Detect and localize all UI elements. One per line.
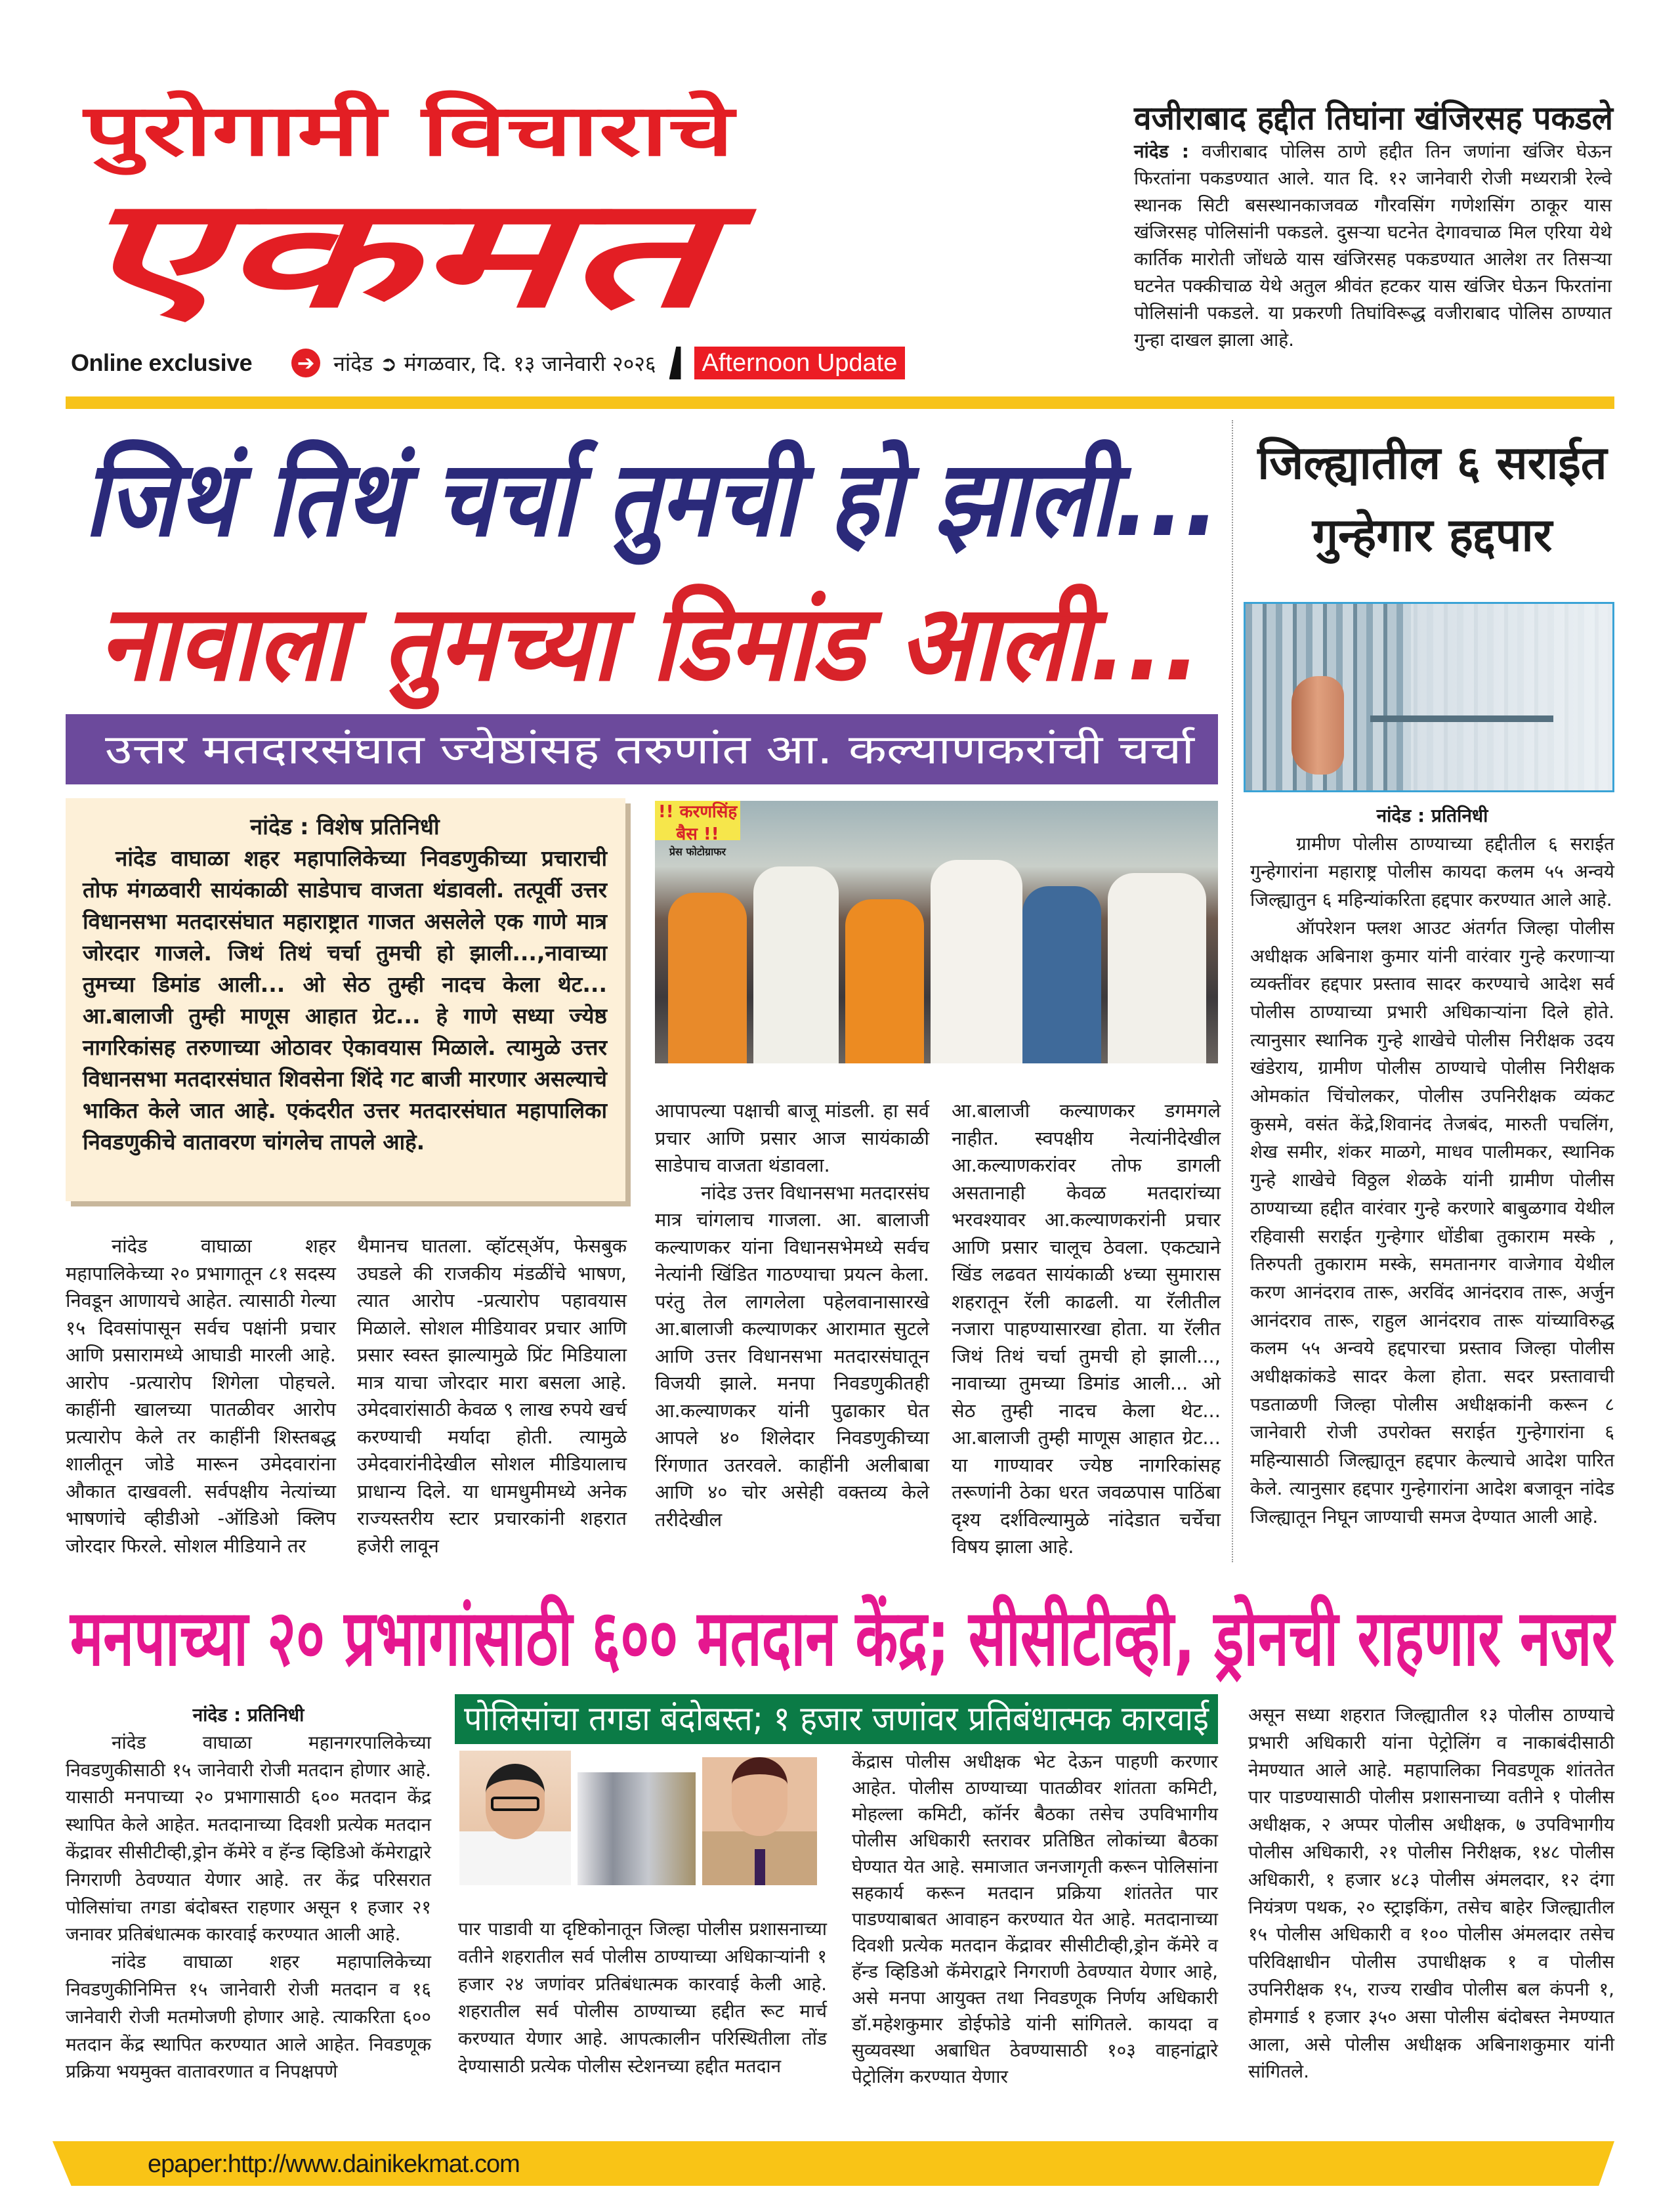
- bottom-headline: मनपाच्या २० प्रभागांसाठी ६०० मतदान केंद्र; सीसीटीव्ही, ड्रोनची राहणार नजर: [70, 1592, 1614, 1683]
- sidebar-headline: [1250, 427, 1614, 571]
- paragraph: नांदेड वाघाळा शहर महापालिकेच्या २० प्रभागातून ८१ सदस्य निवडून आणायचे आहेत. त्यासाठी गेल्या १५ दिवसांपासून सर्वच पक्षांनी प्रचार आणि प्रसारामध्ये आघाडी मारली आहे. आरोप -प्रत्यारोप शिगेला पोहचले. काहींनी खालच्या पातळीवर आरोप प्रत्यारोप केले तर काहींनी शिस्तबद्ध शालीतून जोडे मारून उमेदवारांना औकात दाखवली. सर्वपक्षीय नेत्यांच्या भाषणांचे व्हीडीओ -ऑडिओ क्लिप जोरदार फिरले. सोशल मीडियाने तर: [66, 1235, 336, 1557]
- bottom-column-3: [852, 1749, 1218, 2090]
- divider: [669, 347, 681, 379]
- bottom-column-4: [1248, 1701, 1614, 2085]
- official-portrait-2: [702, 1751, 817, 1885]
- main-column-1: [66, 1233, 336, 1560]
- official-portrait-1: [459, 1751, 571, 1885]
- bottom-subheadline: पोलिसांचा तगडा बंदोबस्त; १ हजार जणांवर प्रतिबंधात्मक कारवाई: [455, 1694, 1218, 1744]
- sidebar-headline-line2: गुन्हेगार हद्दपार: [1312, 508, 1553, 562]
- column-divider: [1232, 420, 1233, 1562]
- dateline: नांदेड ➲ मंगळवार, दि. १३ जानेवारी २०२६: [333, 351, 656, 376]
- photo-credit: [655, 801, 740, 858]
- lead-text: नांदेड वाघाळा शहर महापालिकेच्या निवडणुकीच्या प्रचाराची तोफ मंगळवारी सायंकाळी साडेपाच वाजता थंडावली. तत्पूर्वी उत्तर विधानसभा मतदारसंघात महाराष्ट्रात गाजत असलेले एक गाणे मात्र जोरदार गाजले. जिथं तिथं चर्चा तुमची हो झाली...,नावाच्या तुमच्या डिमांड आली... ओ सेठ तुम्ही नादच केला थेट... आ.बालाजी तुम्ही माणूस आहात ग्रेट... हे गाणे सध्या ज्येष्ठ नागरिकांसह तरुणाच्या ओठावर ऐकावयास मिळाले. त्यामुळे उत्तर विधानसभा मतदारसंघात शिवसेना शिंदे गट बाजी मारणार असल्याचे भाकित केले जात आहे. एकंदरीत उत्तर मतदारसंघात महापालिका निवडणुकीचे वातावरण चांगलेच तापले आहे.: [83, 845, 607, 1155]
- jail-bars-photo: [1244, 602, 1614, 792]
- sidebar-paragraph: ऑपरेशन फ्लश आउट अंतर्गत जिल्हा पोलीस अधीक्षक अबिनाश कुमार यांनी वारंवार गुन्हे करणाऱ्या व्यक्तींवर हद्दपार प्रस्ताव सादर करण्याचे आदेश सर्व पोलीस ठाण्याच्या प्रभारी अधिकाऱ्यांना दिले होते. त्यानुसार स्थानिक गुन्हे शाखेचे पोलीस निरीक्षक उदय खंडेराय, ग्रामीण पोलीस ठाण्याचे पोलीस निरीक्षक ओमकांत चिंचोलकर, पोलीस उपनिरीक्षक व्यंकट कुसमे, वसंत केंद्रे,शिवानंद तेजबंद, मारुती पचलिंग, शेख समीर, शंकर माळगे, माधव पालीमकर, स्थानिक गुन्हे शाखेचे विठ्ठल शेळके यांनी ग्रामीण पोलीस ठाण्याच्या हद्दीत वारंवार गुन्हे करणारे बाबुळगाव येथील रहिवासी सराईत गुन्हेगार धोंडीबा तुकाराम मस्के , तिरुपती तुकाराम मस्के, समतानगर वाजेगाव येथील करण आनंदराव तारू, अरविंद आनंदराव तारू, अर्जुन आनंदराव तारू, राहुल आनंदराव तारू यांच्याविरुद्ध कलम ५५ अन्वये हद्दपारचा प्रस्ताव जिल्हा पोलीस अधीक्षकांकडे सादर केला होता. सदर प्रस्तावाची पडताळणी जिल्हा पोलीस अधीक्षकांनी करून ८ जानेवारी रोजी उपरोक्त सराईत गुन्हेगारांना ६ महिन्यासाठी जिल्ह्यातून हद्दपार केल्याचे आदेश पारित केले. त्यानुसार हद्दपार गुन्हेगारांना आदेश बजावून नांदेड जिल्ह्यातून निघून जाण्याची समज देण्यात आली आहे.: [1250, 916, 1614, 1527]
- sidebar-byline: नांदेड : प्रतिनिधी: [1376, 805, 1488, 826]
- masthead-tagline: पुरोगामी विचाराचे: [84, 90, 734, 172]
- yellow-rule: [66, 396, 1614, 409]
- photographer-role: प्रेस फोटोग्राफर: [669, 845, 726, 858]
- paragraph: नांदेड वाघाळा महानगरपालिकेच्या निवडणुकीसाठी १५ जानेवारी रोजी मतदान होणार आहे. यासाठी मनपाच्या २० प्रभागासाठी ६०० मतदान केंद्र स्थापित केले आहेत. मतदानाच्या दिवशी प्रत्येक मतदान केंद्रावर सीसीटीव्ही,ड्रोन कॅमेरे व हॅन्ड व्हिडिओ कॅमेराद्वारे निगराणी ठेवण्यात येणार आहे. तर केंद्र परिसरात पोलिसांचा तगडा बंदोबस्त राहणार असून १ हजार २१ जनावर प्रतिबंधात्मक कारवाई करण्यात आली आहे.: [66, 1731, 431, 1946]
- paragraph: असून सध्या शहरात जिल्ह्यातील १३ पोलीस ठाण्याचे प्रभारी अधिकारी यांना पेट्रोलिंग व नाकाबंदीसाठी नेमण्यात आले आहे. महापालिका निवडणूक शांततेत पार पाडण्यासाठी पोलीस प्रशासनाच्या वतीने १ पोलीस अधीक्षक, २ अप्पर पोलीस अधीक्षक, ७ उपविभागीय पोलीस अधिकारी, २१ पोलीस निरीक्षक, १४८ पोलीस अधिकारी, १ हजार ४८३ पोलीस अंमलदार, १२ दंगा नियंत्रण पथक, २० स्ट्राइकिंग, तसेच बाहेर जिल्ह्यातील १५ पोलीस अधिकारी व १०० पोलीस अंमलदार तसेच परिविक्षाधीन पोलीस उपाधीक्षक १ व पोलीस उपनिरीक्षक १५, राज्य राखीव पोलीस बल कंपनी १, होमगार्ड १ हजार ३५० असा पोलीस बंदोबस्त नेमण्यात आला, असे पोलीस अधीक्षक अबिनाशकुमार यांनी सांगितले.: [1248, 1704, 1614, 2083]
- paragraph: पार पाडावी या दृष्टिकोनातून जिल्हा पोलीस प्रशासनाच्या वतीने शहरातील सर्व पोलीस ठाण्याच्या अधिकाऱ्यांनी १ हजार २४ जणांवर प्रतिबंधात्मक कारवाई केली आहे. शहरातील सर्व पोलीस ठाण्याच्या हद्दीत रूट मार्च करण्यात येणार आहे. आपत्कालीन परिस्थितीला तोंड देण्यासाठी प्रत्येक पोलीस स्टेशनच्या हद्दीत मतदान: [458, 1918, 827, 2077]
- brief-dateline: नांदेड :: [1134, 140, 1189, 162]
- main-column-4: [952, 1098, 1221, 1561]
- lead-byline: नांदेड : विशेष प्रतिनिधी: [250, 814, 440, 840]
- sidebar-headline-line1: जिल्ह्यातील ६ सराईत: [1257, 436, 1607, 490]
- main-subheadline: उत्तर मतदारसंघात ज्येष्ठांसह तरुणांत आ. कल्याणकरांची चर्चा: [66, 714, 1218, 784]
- main-column-2: [357, 1233, 627, 1560]
- paragraph: केंद्रास पोलीस अधीक्षक भेट देऊन पाहणी करणार आहेत. पोलीस ठाण्याच्या पातळीवर शांतता कमिटी, मोहल्ला कमिटी, कॉर्नर बैठका तसेच उपविभागीय पोलीस अधिकारी स्तरावर प्रतिष्ठित लोकांच्या बैठका घेण्यात येत आहे. समाजात जनजागृती करून पोलिसांना सहकार्य करून मतदान प्रक्रिया शांततेत पार पाडण्याबाबत आवाहन करण्यात येत आहे. मतदानाच्या दिवशी प्रत्येक मतदान केंद्रावर सीसीटीव्ही,ड्रोन कॅमेरे व हॅन्ड व्हिडिओ कॅमेराद्वारे निगराणी ठेवण्यात येणार आहे, असे मनपा आयुक्त तथा निवडणूक निर्णय अधिकारी डॉ.महेशकुमार डोईफोडे यांनी सांगितले. कायदा व सुव्यवस्था अबाधित ठेवण्यासाठी १०३ वाहनांद्वारे पेट्रोलिंग करण्यात येणार: [852, 1751, 1218, 2087]
- paragraph: आपापल्या पक्षाची बाजू मांडली. हा सर्व प्रचार आणि प्रसार आज सायंकाळी साडेपाच वाजता थंडावला.: [655, 1099, 929, 1176]
- epaper-link[interactable]: epaper:http://www.dainikekmat.com: [148, 2150, 520, 2178]
- main-column-3: [655, 1098, 929, 1533]
- brief-headline: वजीराबाद हद्दीत तिघांना खंजिरसह पकडले: [1134, 99, 1613, 137]
- fist-image: [1292, 676, 1344, 775]
- main-headline-2: नावाला तुमच्या डिमांड आली...: [98, 582, 1201, 704]
- brief-text: वजीराबाद पोलिस ठाणे हद्दीत तिन जणांना खंजिर घेऊन फिरतांना पकडण्यात आले. यात दि. १२ जानेवारी रोजी मध्यरात्री रेल्वे स्थानक सिटी बसस्थानकाजवळ गौरवसिंग गणेशसिंग ठाकूर यास खंजिरसह पोलिसांनी पकडले. दुसऱ्या घटनेत देगावचाळ मिल एरिया येथे कार्तिक मारोती जोंधळे यास खंजिरसह पकडण्यात आलेश तर तिसऱ्या घटनेत पक्कीचाळ येथे अतुल श्रीवंत हटकर यास खंजिर घेऊन फिरतांना पोलिसांनी पकडले. या प्रकरणी तिघांविरूद्ध वजीराबाद पोलिस ठाण्यात गुन्हा दाखल झाला आहे.: [1134, 140, 1612, 351]
- paragraph: नांदेड वाघाळा शहर महापालिकेच्या निवडणुकीनिमित्त १५ जानेवारी रोजी मतदान व १६ जानेवारी रोजी मतमोजणी होणार आहे. त्याकरिता ६०० मतदान केंद्र स्थापित करण्यात आले आहेत. निवडणूक प्रक्रिया भयमुक्त वातावरणात व निपक्षपणे: [66, 1951, 431, 2083]
- main-headline-1: जिथं तिथं चर्चा तुमची हो झाली...: [84, 437, 1219, 560]
- bottom-byline: नांदेड : प्रतिनिधी: [192, 1704, 304, 1726]
- paragraph: थैमानच घातला. व्हॉटस्‌ॲप, फेसबुक उघडले की राजकीय मंडळींचे भाषण, त्यात आरोप -प्रत्यारोप पहावयास मिळाले. सोशल मीडियावर प्रचार आणि प्रसार स्वस्त झाल्यामुळे प्रिंट मिडियाला मात्र याचा जोरदार मारा बसला आहे. उमेदवारांसाठी केवळ ९ लाख रुपये खर्च करण्याची मर्यादा होती. त्यामुळे उमेदवारांनीदेखील सोशल मीडियालाच प्राधान्य दिले. या धामधुमीमध्ये अनेक राज्यस्तरीय स्टार प्रचारकांनी शहरात हजेरी लावून: [357, 1235, 627, 1557]
- brief-body: [1134, 138, 1612, 353]
- sidebar-paragraph: ग्रामीण पोलीस ठाण्याच्या हद्दीतील ६ सराईत गुन्हेगारांना महाराष्ट्र पोलीस कायदा कलम ५५ अन्वये जिल्ह्यातुन ६ महिन्यांकरिता हद्दपार करण्यात आले आहे.: [1250, 832, 1614, 911]
- photographer-name: !! करणसिंह बैस !!: [658, 802, 738, 844]
- bottom-column-2: [458, 1915, 827, 2080]
- paragraph: नांदेड उत्तर विधानसभा मतदारसंघ मात्र चांगलाच गाजला. आ. बालाजी कल्याणकर यांना विधानसभेमध्ये सर्वच नेत्यांनी खिंडित गाठण्याचा प्रयत्न केला. परंतु तेल लागलेला पहेलवानासारखे आ.बालाजी कल्याणकर आरामात सुटले आणि उत्तर विधानसभा मतदारसंघातून विजयी झाले. मनपा निवडणुकीतही आ.कल्याणकर यांनी पुढाकार घेत आपले ४० शिलेदार निवडणुकीच्या रिंगणात उतरवले. काहींनी अलीबाबा आणि ४० चोर असेही वक्तव्य केले तरीदेखील: [655, 1181, 929, 1531]
- arrow-right-icon: ➔: [291, 349, 320, 377]
- sidebar-article: [1250, 802, 1614, 1531]
- info-bar: [71, 347, 905, 379]
- online-exclusive-label: Online exclusive: [71, 349, 253, 376]
- rally-photo: [655, 801, 1218, 1063]
- lead-box: [66, 798, 625, 1201]
- bottom-column-1: [66, 1701, 431, 2085]
- police-building-photo: [578, 1772, 696, 1885]
- paragraph: आ.बालाजी कल्याणकर डगमगले नाहीत. स्वपक्षीय नेत्यांनीदेखील आ.कल्याणकरांवर तोफ डागली असतानाही केवळ मतदारांच्या भरवश्यावर आ.कल्याणकरांनी प्रचार आणि प्रसार चालूच ठेवला. एकट्याने खिंड लढवत सायंकाळी ४च्या सुमारास शहरातून रॅली काढली. या रॅलीतील नजारा पाहण्यासारखा होता. या रॅलीत जिथं तिथं चर्चा तुमची हो झाली..., नावाच्या तुमच्या डिमांड आली... ओ सेठ तुम्ही नादच केला थेट... आ.बालाजी तुम्ही माणूस आहात ग्रेट... या गाण्यावर ज्येष्ठ नागरिकांसह तरूणांनी ठेका धरत जवळपास पाठिंबा दृश्य दर्शविल्यामुळे नांदेडात चर्चेचा विषय झाला आहे.: [952, 1099, 1221, 1558]
- masthead-logo: एकमत: [79, 166, 709, 341]
- edition-badge: Afternoon Update: [694, 347, 906, 379]
